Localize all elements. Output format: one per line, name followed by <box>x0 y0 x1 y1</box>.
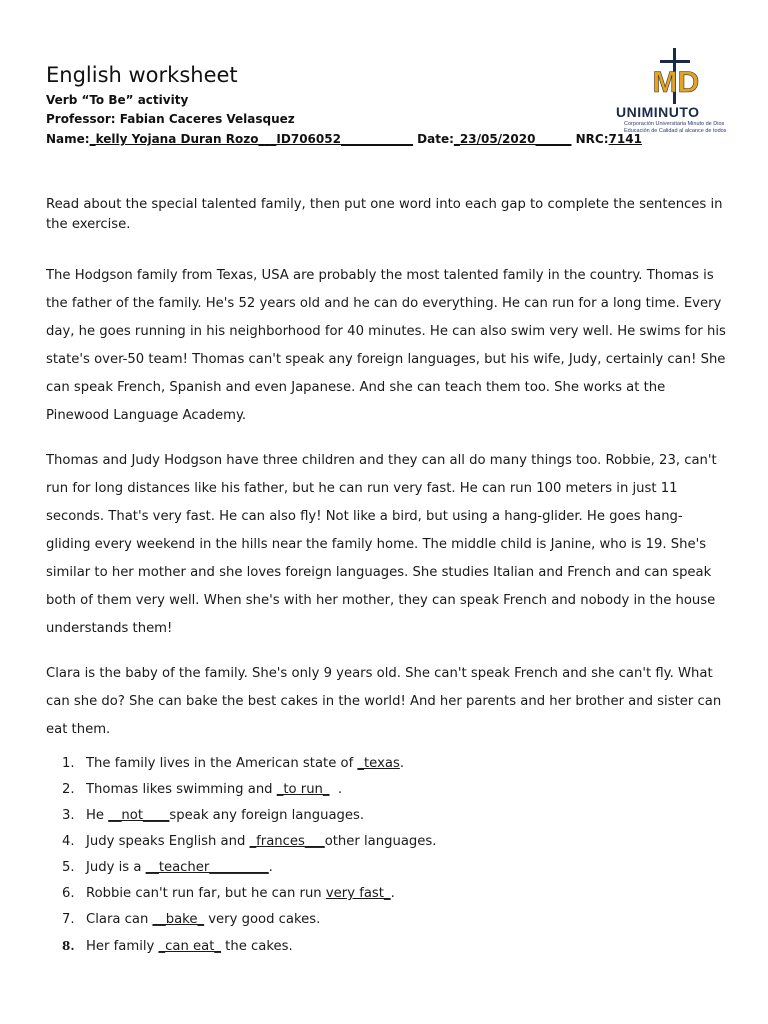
exercise-item <box>46 780 726 806</box>
item-answer: very fast_ <box>325 886 391 901</box>
item-answer: _to run_ <box>276 782 330 797</box>
item-text: Her family <box>86 939 159 954</box>
item-number: 6. <box>62 886 75 901</box>
item-text: Judy is a <box>86 860 146 875</box>
item-text: Robbie can't run far, but he can run <box>86 886 326 901</box>
reading-paragraph-2: Thomas and Judy Hodgson have three children and they can all do many things too. Robbie, 23, can't run for long distances like his father, but he can run very fast. He can run 100 meters in just 11 seconds. That's very fast. He can also fly! Not like a bird, but using a hang-glider. He goes hang-gliding every weekend in the hills near the family home. The middle child is Janine, who is 19. She's similar to her mother and she loves foreign languages. She studies Italian and French and can speak both of them very well. When she's with her mother, they can speak French and nobody in the house understands them! <box>46 453 717 636</box>
item-text-end: . <box>399 756 405 771</box>
item-answer: _frances___ <box>249 834 325 849</box>
item-text: The family lives in the American state of <box>86 756 358 771</box>
reading-paragraph-1: The Hodgson family from Texas, USA are probably the most talented family in the country. Thomas is the father of the family. He's 52 years old and he can do everything. He can run for a long time. Every day, he goes running in his neighborhood for 40 minutes. He can also swim very well. He swims for his state's over-50 team! Thomas can't speak any foreign languages, but his wife, Judy, certainly can! She can speak French, Spanish and even Japanese. And she can teach them too. She works at the Pinewood Language Academy. <box>46 268 726 423</box>
item-number: 8. <box>62 939 75 953</box>
item-text: Judy speaks English and <box>86 834 250 849</box>
logo-mark-text: MD <box>652 66 700 99</box>
logo-tagline-2: Educación de Calidad al alcance de todos <box>624 128 727 134</box>
item-answer: _can eat_ <box>158 939 221 954</box>
nrc-value: 7141 <box>608 132 642 146</box>
item-text-end: speak any foreign languages. <box>169 808 365 823</box>
item-number: 2. <box>62 782 75 797</box>
student-info-line <box>46 132 642 146</box>
item-text-end: . <box>390 886 395 901</box>
logo-wordmark: UNIMINUTO <box>616 104 700 120</box>
item-text: He <box>86 808 109 823</box>
md-cross-logo-icon <box>646 48 706 106</box>
exercise-list <box>46 754 726 962</box>
activity-subtitle: Verb “To Be” activity <box>46 93 189 107</box>
item-number: 1. <box>62 756 75 771</box>
item-answer: __teacher_________ <box>145 860 269 875</box>
logo-tagline <box>624 121 754 135</box>
item-answer: _texas <box>357 756 400 771</box>
exercise-item <box>46 884 726 910</box>
item-text-end: very good cakes. <box>204 912 321 927</box>
date-label: Date: <box>417 132 454 146</box>
exercise-item <box>46 832 726 858</box>
worksheet-title: English worksheet <box>46 63 238 87</box>
exercise-item <box>46 936 726 962</box>
item-number: 7. <box>62 912 75 927</box>
item-text-end: . <box>329 782 343 797</box>
item-number: 3. <box>62 808 75 823</box>
exercise-item <box>46 806 726 832</box>
nrc-label: NRC: <box>575 132 609 146</box>
item-number: 4. <box>62 834 75 849</box>
item-text: Thomas likes swimming and <box>86 782 277 797</box>
date-value: _23/05/2020______ <box>453 132 572 146</box>
exercise-item <box>46 858 726 884</box>
item-answer: __not____ <box>108 808 170 823</box>
item-text: Clara can <box>86 912 153 927</box>
item-text-end: . <box>268 860 273 875</box>
item-text-end: the cakes. <box>220 939 293 954</box>
name-value: _kelly Yojana Duran Rozo___ID706052____________ <box>89 132 413 146</box>
logo-tagline-1: Corporación Universitaria Minuto de Dios <box>624 121 725 127</box>
name-label: Name: <box>46 132 90 146</box>
reading-paragraph-3: Clara is the baby of the family. She's only 9 years old. She can't speak French and she can't fly. What can she do? She can bake the best cakes in the world! And her parents and her brother and sister can eat them. <box>46 666 722 737</box>
instructions: Read about the special talented family, then put one word into each gap to complete the sentences in the exercise. <box>46 197 723 232</box>
exercise-item <box>46 910 726 936</box>
professor-line: Professor: Fabian Caceres Velasquez <box>46 112 295 126</box>
item-answer: __bake_ <box>152 912 205 927</box>
exercise-item <box>46 754 726 780</box>
item-text-end: other languages. <box>324 834 437 849</box>
item-number: 5. <box>62 860 75 875</box>
uniminuto-logo <box>612 48 752 148</box>
